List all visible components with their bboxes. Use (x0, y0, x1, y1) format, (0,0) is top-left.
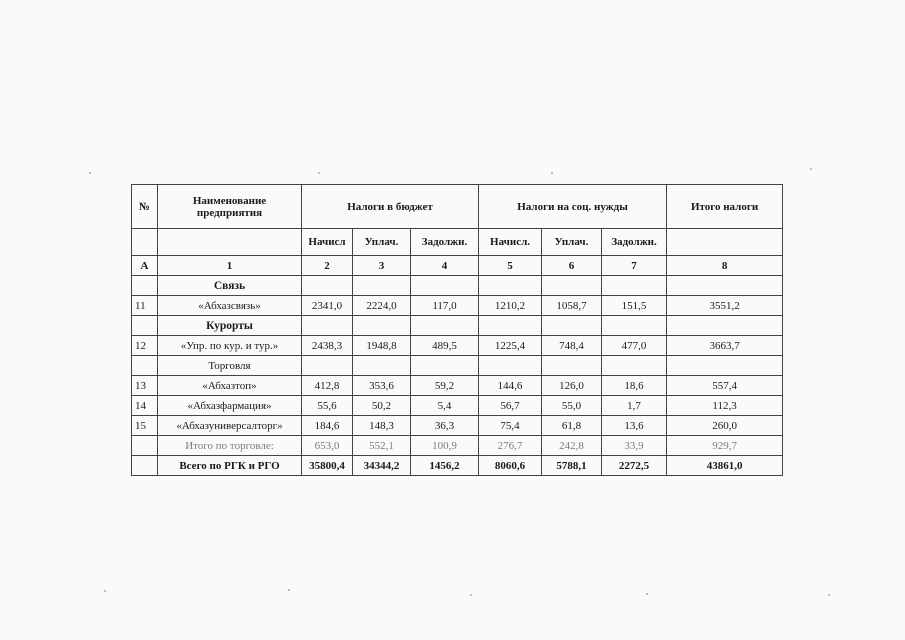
value-total-taxes: 557,4 (667, 376, 783, 396)
value-budget-debt: 36,3 (411, 416, 479, 436)
column-index: А (132, 256, 158, 276)
value-budget-paid: 148,3 (353, 416, 411, 436)
scan-speck (318, 172, 320, 174)
value-social-paid: 748,4 (542, 336, 602, 356)
column-index-row (132, 256, 783, 276)
empty-cell (411, 276, 479, 296)
value-budget-accrued: 184,6 (302, 416, 353, 436)
value-social-accrued: 8060,6 (479, 456, 542, 476)
column-index: 2 (302, 256, 353, 276)
section-row (132, 356, 783, 376)
empty-cell (479, 276, 542, 296)
value-total-taxes: 112,3 (667, 396, 783, 416)
subheader-empty (132, 229, 158, 256)
empty-cell (353, 316, 411, 336)
value-social-accrued: 75,4 (479, 416, 542, 436)
column-index: 8 (667, 256, 783, 276)
column-index: 6 (542, 256, 602, 276)
column-index: 1 (158, 256, 302, 276)
row-number (132, 456, 158, 476)
empty-cell (602, 316, 667, 336)
empty-cell (132, 356, 158, 376)
column-index: 5 (479, 256, 542, 276)
value-budget-debt: 117,0 (411, 296, 479, 316)
enterprise-name: Итого по торговле: (158, 436, 302, 456)
header-name: Наименование предприятия (158, 185, 302, 229)
section-title: Связь (158, 276, 302, 296)
value-social-debt: 477,0 (602, 336, 667, 356)
value-social-paid: 1058,7 (542, 296, 602, 316)
header-total-taxes: Итого налоги (667, 185, 783, 229)
empty-cell (542, 276, 602, 296)
empty-cell (353, 356, 411, 376)
row-number: 14 (132, 396, 158, 416)
value-social-debt: 1,7 (602, 396, 667, 416)
empty-cell (302, 276, 353, 296)
value-total-taxes: 3663,7 (667, 336, 783, 356)
value-social-debt: 18,6 (602, 376, 667, 396)
value-budget-accrued: 2341,0 (302, 296, 353, 316)
value-social-accrued: 56,7 (479, 396, 542, 416)
empty-cell (479, 356, 542, 376)
section-row (132, 316, 783, 336)
row-number: 13 (132, 376, 158, 396)
tax-table (131, 184, 783, 476)
value-budget-accrued: 412,8 (302, 376, 353, 396)
empty-cell (542, 316, 602, 336)
value-budget-debt: 100,9 (411, 436, 479, 456)
value-social-paid: 61,8 (542, 416, 602, 436)
value-budget-paid: 1948,8 (353, 336, 411, 356)
enterprise-name: «Абхазуниверсалторг» (158, 416, 302, 436)
row-number (132, 436, 158, 456)
section-title: Курорты (158, 316, 302, 336)
value-social-paid: 55,0 (542, 396, 602, 416)
value-social-paid: 126,0 (542, 376, 602, 396)
empty-cell (602, 356, 667, 376)
row-number: 11 (132, 296, 158, 316)
column-index: 3 (353, 256, 411, 276)
scan-speck (810, 168, 812, 170)
value-budget-paid: 34344,2 (353, 456, 411, 476)
empty-cell (302, 316, 353, 336)
value-budget-debt: 489,5 (411, 336, 479, 356)
enterprise-name: «Абхазсвязь» (158, 296, 302, 316)
value-social-accrued: 1210,2 (479, 296, 542, 316)
value-social-accrued: 276,7 (479, 436, 542, 456)
value-budget-accrued: 2438,3 (302, 336, 353, 356)
subheader-social-debt: Задолжн. (602, 229, 667, 256)
value-budget-debt: 1456,2 (411, 456, 479, 476)
value-social-accrued: 144,6 (479, 376, 542, 396)
scan-speck (470, 594, 472, 596)
enterprise-name: «Упр. по кур. и тур.» (158, 336, 302, 356)
subheader-budget-debt: Задолжн. (411, 229, 479, 256)
scan-speck (551, 172, 553, 174)
value-budget-debt: 59,2 (411, 376, 479, 396)
value-budget-paid: 2224,0 (353, 296, 411, 316)
value-budget-accrued: 35800,4 (302, 456, 353, 476)
value-total-taxes: 3551,2 (667, 296, 783, 316)
value-social-paid: 242,8 (542, 436, 602, 456)
value-social-debt: 2272,5 (602, 456, 667, 476)
value-total-taxes: 43861,0 (667, 456, 783, 476)
empty-cell (302, 356, 353, 376)
value-social-paid: 5788,1 (542, 456, 602, 476)
value-budget-paid: 552,1 (353, 436, 411, 456)
section-row (132, 276, 783, 296)
subheader-budget-accrued: Начисл (302, 229, 353, 256)
subheader-row (132, 229, 783, 256)
grand-total-row (132, 456, 783, 476)
table-row (132, 336, 783, 356)
empty-cell (602, 276, 667, 296)
table-row (132, 376, 783, 396)
scan-speck (288, 589, 290, 591)
scan-speck (89, 172, 91, 174)
table-row (132, 296, 783, 316)
header-social-taxes: Налоги на соц. нужды (479, 185, 667, 229)
empty-cell (542, 356, 602, 376)
value-budget-accrued: 55,6 (302, 396, 353, 416)
value-total-taxes: 260,0 (667, 416, 783, 436)
scan-speck (646, 593, 648, 595)
column-index: 4 (411, 256, 479, 276)
subtotal-row (132, 436, 783, 456)
subheader-social-accrued: Начисл. (479, 229, 542, 256)
empty-cell (411, 356, 479, 376)
header-row (132, 185, 783, 229)
value-budget-paid: 353,6 (353, 376, 411, 396)
empty-cell (479, 316, 542, 336)
empty-cell (132, 316, 158, 336)
value-social-accrued: 1225,4 (479, 336, 542, 356)
empty-cell (411, 316, 479, 336)
value-social-debt: 13,6 (602, 416, 667, 436)
subheader-budget-paid: Уплач. (353, 229, 411, 256)
tax-table-container (131, 184, 782, 476)
empty-cell (667, 276, 783, 296)
value-social-debt: 33,9 (602, 436, 667, 456)
subheader-empty (158, 229, 302, 256)
enterprise-name: «Абхазтоп» (158, 376, 302, 396)
value-total-taxes: 929,7 (667, 436, 783, 456)
empty-cell (667, 356, 783, 376)
scan-speck (104, 590, 106, 592)
value-budget-accrued: 653,0 (302, 436, 353, 456)
header-number: № (132, 185, 158, 229)
row-number: 12 (132, 336, 158, 356)
value-social-debt: 151,5 (602, 296, 667, 316)
column-index: 7 (602, 256, 667, 276)
subheader-social-paid: Уплач. (542, 229, 602, 256)
row-number: 15 (132, 416, 158, 436)
value-budget-debt: 5,4 (411, 396, 479, 416)
section-title: Торговля (158, 356, 302, 376)
empty-cell (667, 316, 783, 336)
table-row (132, 416, 783, 436)
enterprise-name: Всего по РГК и РГО (158, 456, 302, 476)
header-budget-taxes: Налоги в бюджет (302, 185, 479, 229)
value-budget-paid: 50,2 (353, 396, 411, 416)
subheader-empty (667, 229, 783, 256)
empty-cell (132, 276, 158, 296)
empty-cell (353, 276, 411, 296)
table-row (132, 396, 783, 416)
enterprise-name: «Абхазфармация» (158, 396, 302, 416)
scan-speck (828, 594, 830, 596)
